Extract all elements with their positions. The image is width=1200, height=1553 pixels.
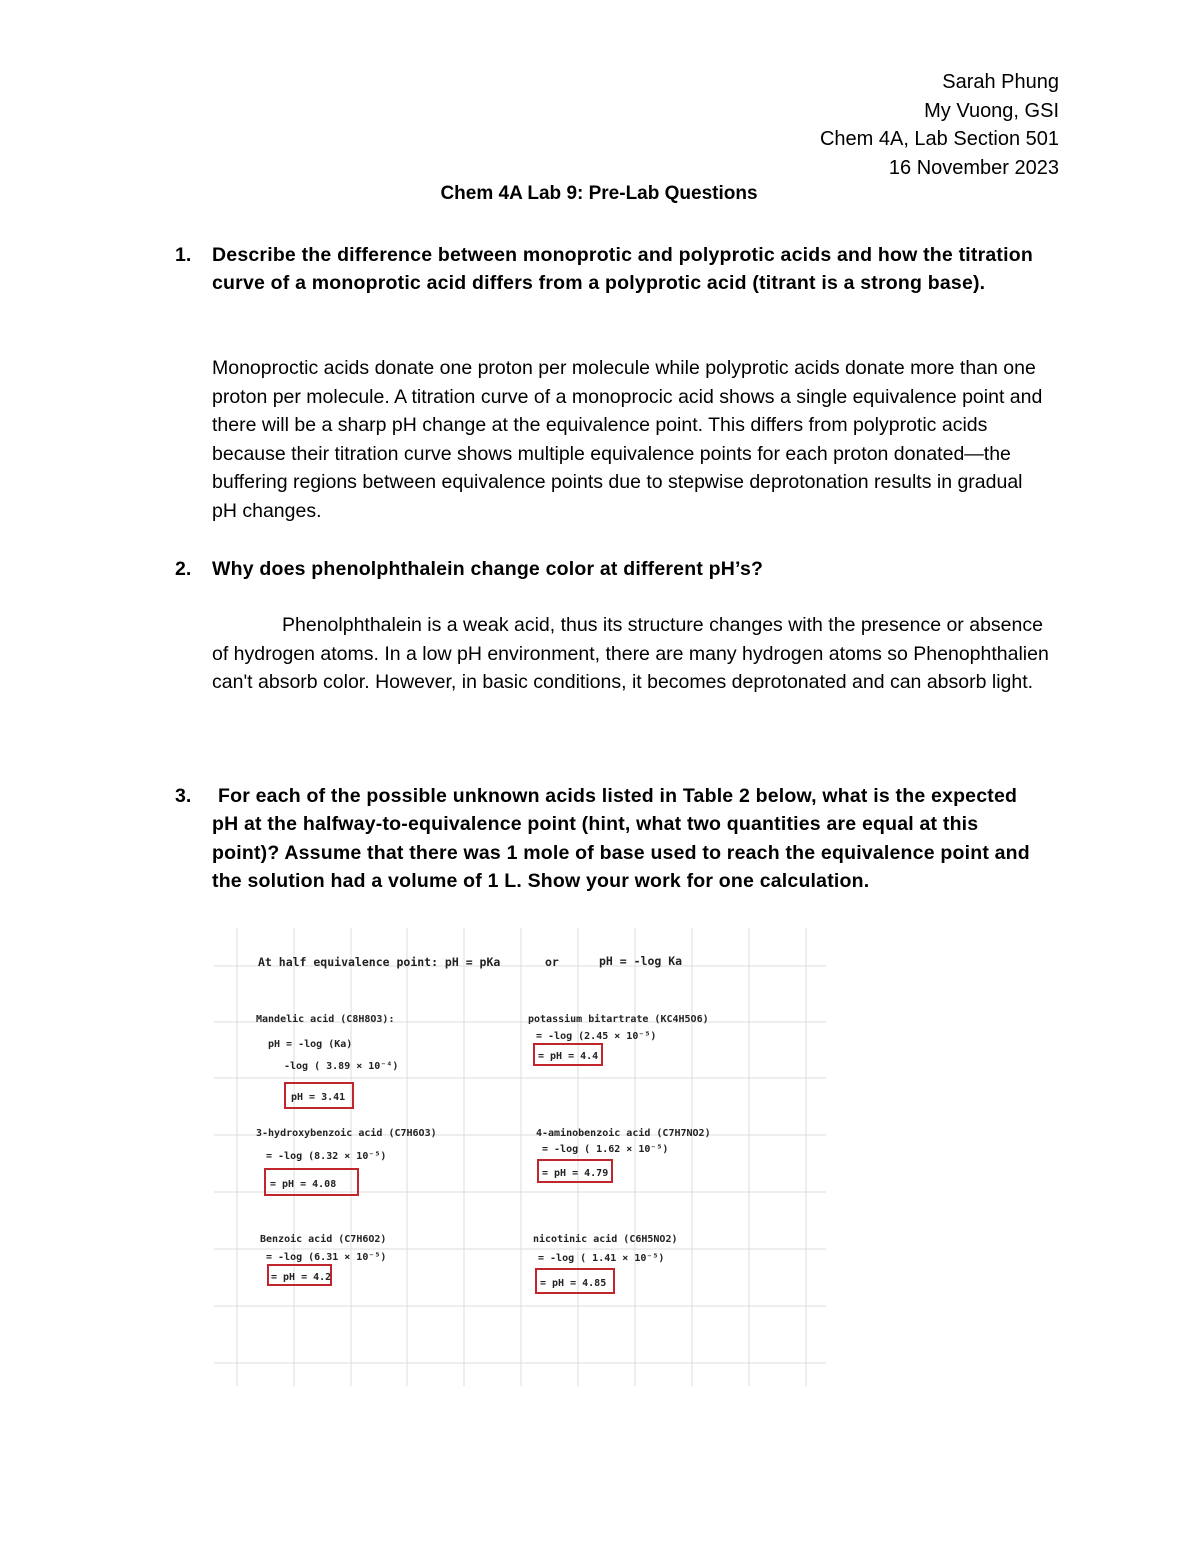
question-1 [175,241,1045,298]
acid-work-line: = -log ( 1.62 × 10⁻⁵) [542,1144,669,1155]
acid-result: pH = 3.41 [291,1092,346,1103]
handwritten-notes-image [214,928,826,1386]
acid-name: nicotinic acid (C6H5NO2) [533,1234,678,1245]
acid-work-line: pH = -log (Ka) [268,1039,353,1050]
acid-work-line: = -log (6.31 × 10⁻⁵) [266,1252,387,1263]
question-3 [175,782,1045,896]
question-text: Describe the difference between monoprotic and polyprotic acids and how the titration curve of a monoprotic acid differs from a polyprotic acid (titrant is a strong base). [212,244,1033,295]
acid-name: 3-hydroxybenzoic acid (C7H6O3) [256,1128,437,1139]
acid-result: = pH = 4.08 [270,1179,337,1190]
acid-result: = pH = 4.85 [540,1278,607,1289]
notes-or: or [545,955,559,969]
question-number: 3. [175,785,192,807]
question-2 [175,555,1045,583]
question-number: 1. [175,244,192,266]
acid-name: Benzoic acid (C7H6O2) [260,1234,387,1245]
author-name: Sarah Phung [942,71,1059,93]
acid-work-line: = -log ( 1.41 × 10⁻⁵) [538,1253,665,1264]
question-text: For each of the possible unknown acids listed in Table 2 below, what is the expected pH at the halfway-to-equivalence point (hint, what two quantities are equal at this point)? Assume that there was 1 mole of base used to reach the equivalence point and the solution had a volume of 1 L. Show your work for one calculation. [212,785,1030,893]
notes-intro: At half equivalence point: pH = pKa [258,955,501,969]
acid-result: = pH = 4.4 [538,1051,599,1062]
question-number: 2. [175,558,192,580]
acid-work-line: = -log (8.32 × 10⁻⁵) [266,1151,387,1162]
acid-name: potassium bitartrate (KC4H5O6) [528,1014,709,1025]
course-section: Chem 4A, Lab Section 501 [819,128,1059,150]
answer-2: Phenolphthalein is a weak acid, thus its structure changes with the presence or absence of hydrogen atoms. In a low pH environment, there are many hydrogen atoms so Phenophthalien can't absorb color. However, in basic conditions, it becomes deprotonated and can absorb light. [212,614,1049,693]
question-text: Why does phenolphthalein change color at different pH’s? [212,558,764,580]
acid-name: Mandelic acid (C8H8O3): [256,1014,395,1025]
acid-work-line: = -log (2.45 × 10⁻⁵) [536,1031,657,1042]
date: 16 November 2023 [888,156,1059,179]
acid-name: 4-aminobenzoic acid (C7H7NO2) [536,1128,711,1139]
notes-formula: pH = -log Ka [599,954,683,968]
acid-result: = pH = 4.2 [271,1272,332,1283]
gsi-name: My Vuong, GSI [924,99,1059,122]
header-block [820,68,1059,182]
answer-1: Monoproctic acids donate one proton per molecule while polyprotic acids donate more than one proton per molecule. A titration curve of a monoprocic acid shows a single equivalence point and there will be a sharp pH change at the equivalence point. This differs from polyprotic acids because their titration curve shows multiple equivalence points for each proton donated—the buffering regions between equivalence points due to stepwise deprotonation results in gradual pH changes. [212,357,1043,522]
acid-result: = pH = 4.79 [542,1168,609,1179]
acid-work-line: -log ( 3.89 × 10⁻⁴) [284,1061,399,1072]
page-title: Chem 4A Lab 9: Pre-Lab Questions [440,183,758,204]
